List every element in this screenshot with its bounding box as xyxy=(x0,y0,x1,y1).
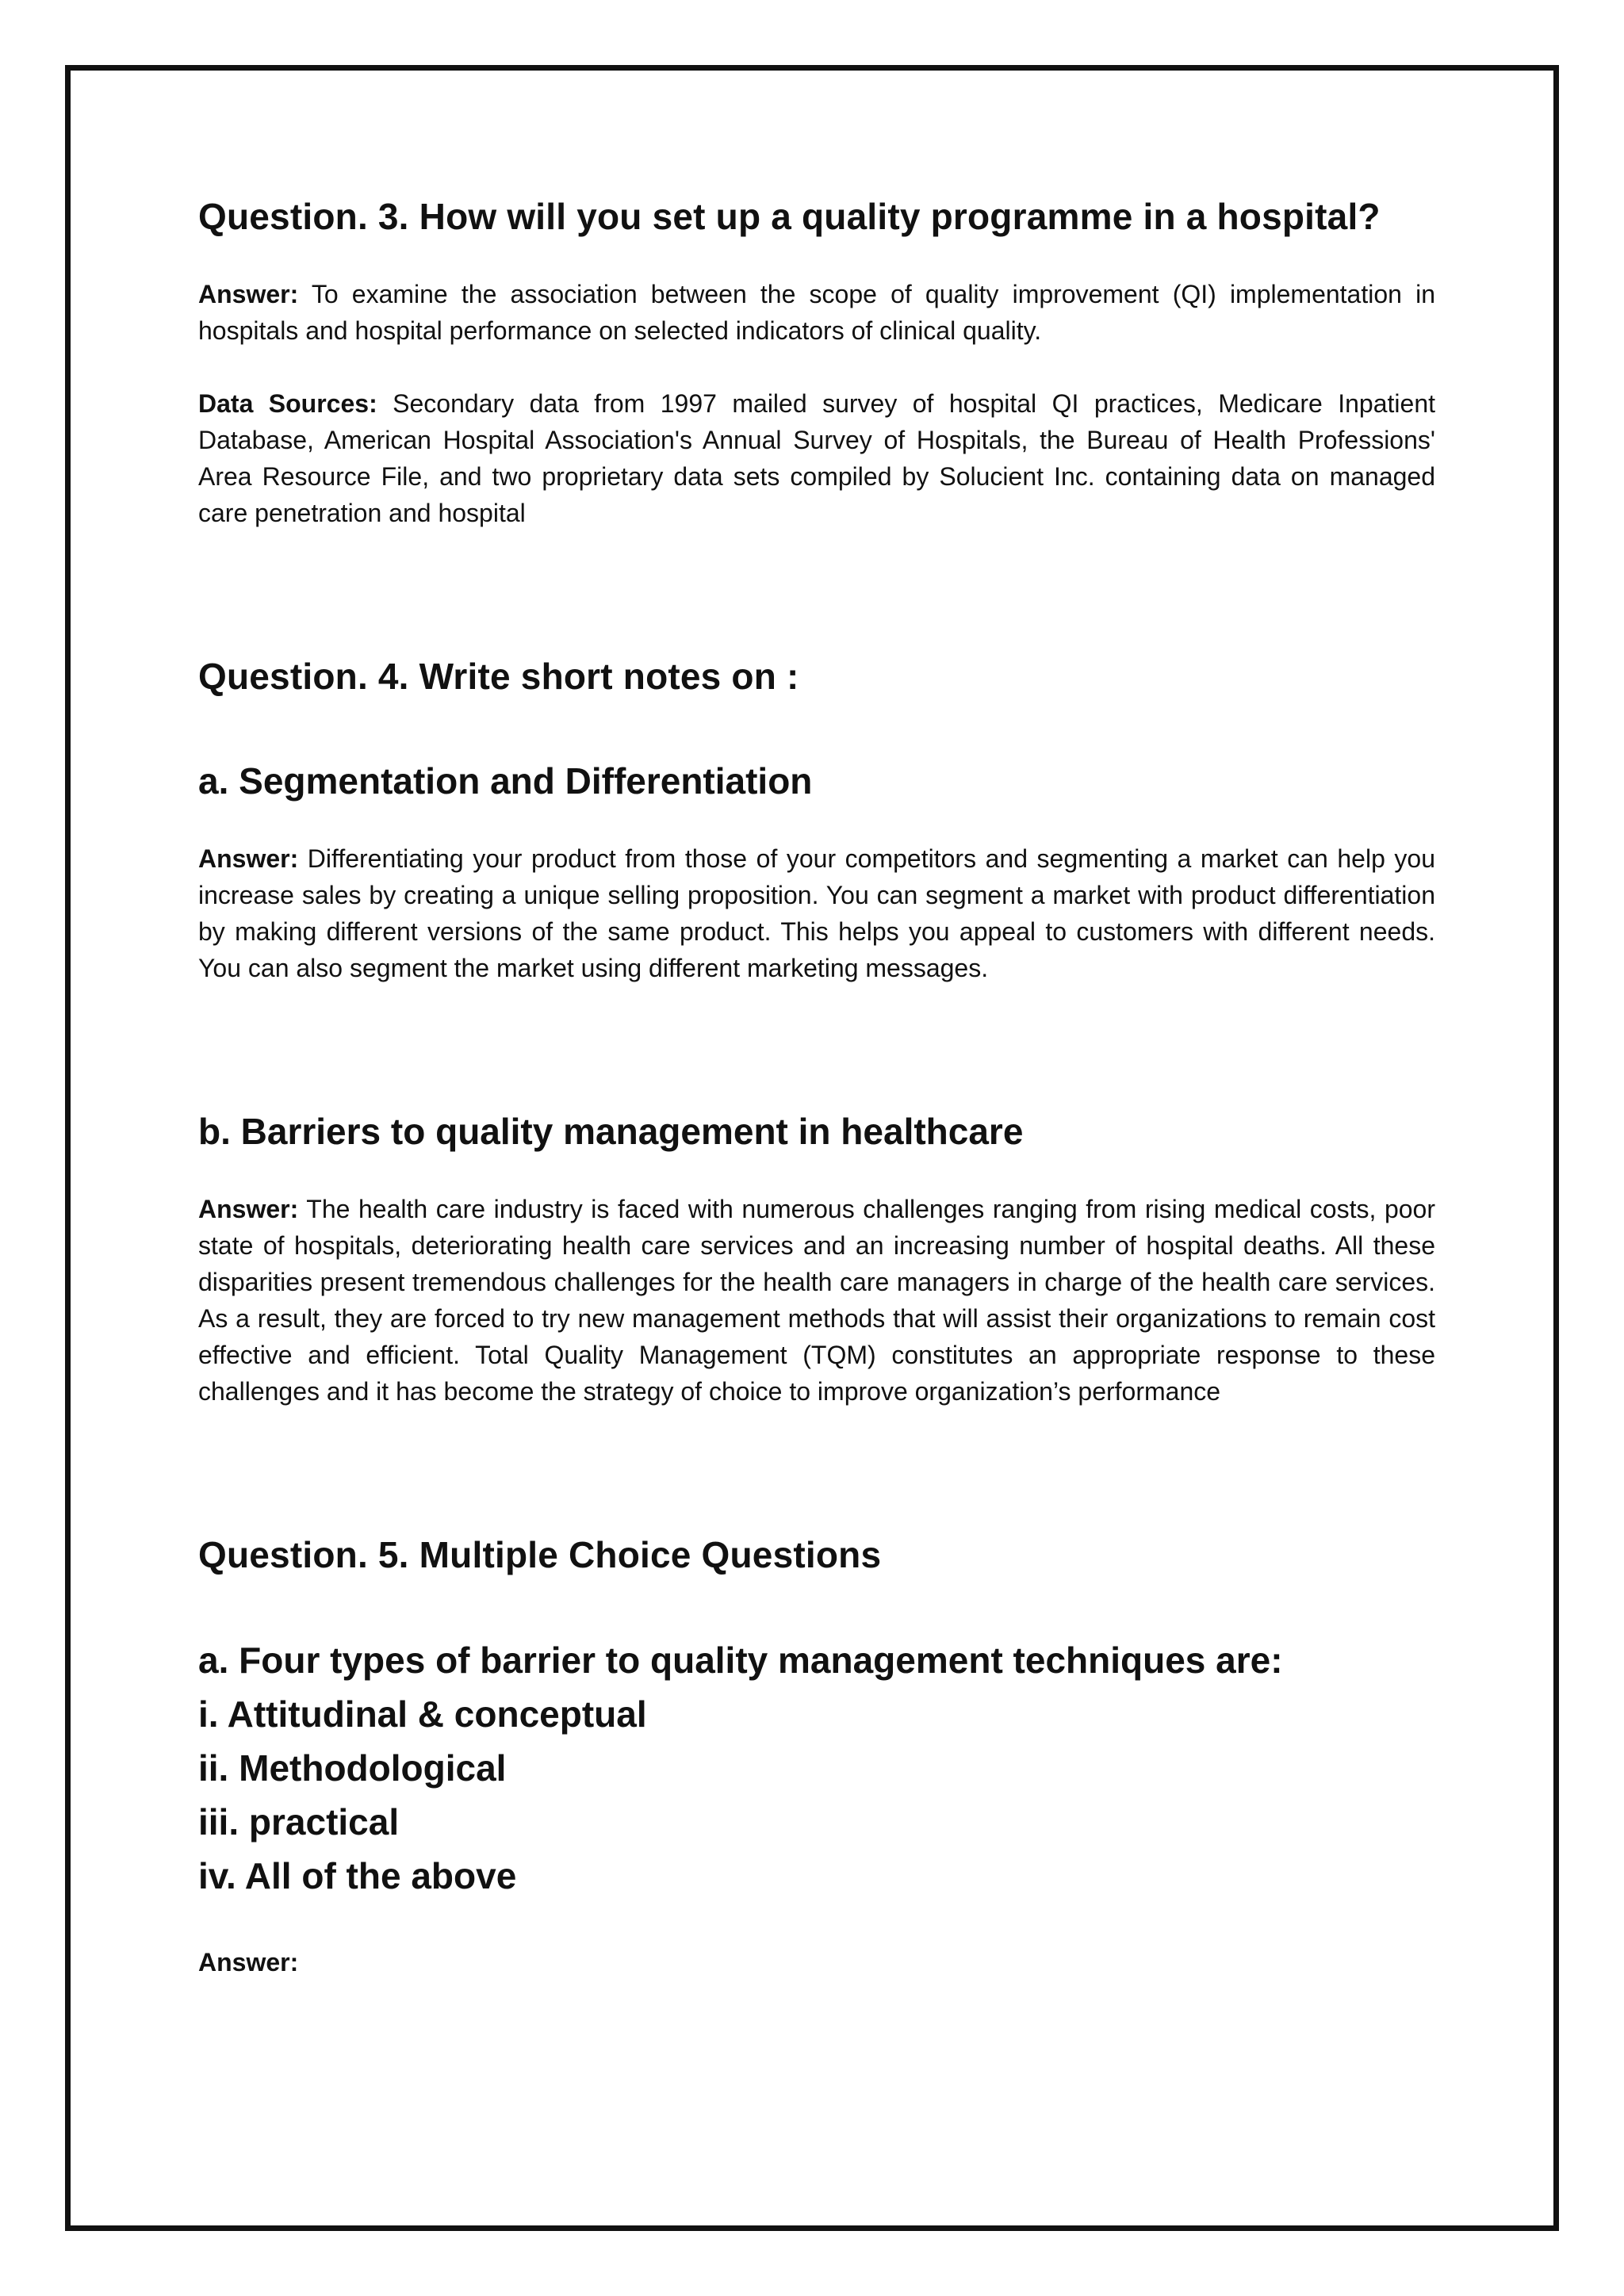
answer-label: Answer: xyxy=(198,280,299,308)
question-4b-answer xyxy=(198,1191,1435,1410)
mcq-block xyxy=(198,1633,1435,1903)
question-5-heading: Question. 5. Multiple Choice Questions xyxy=(198,1534,882,1575)
question-4a-answer xyxy=(198,840,1435,986)
mcq-option-1: i. Attitudinal & conceptual xyxy=(198,1693,647,1735)
document-body xyxy=(198,190,1435,1980)
question-4-heading: Question. 4. Write short notes on : xyxy=(198,656,799,697)
mcq-option-4: iv. All of the above xyxy=(198,1855,517,1896)
question-4a-heading: a. Segmentation and Differentiation xyxy=(198,760,813,802)
question-3-answer xyxy=(198,276,1435,349)
answer-label: Answer: xyxy=(198,844,299,873)
data-sources-text: Secondary data from 1997 mailed survey of hospital QI practices, Medicare Inpatient Database, American Hospital Association's Annual Survey of Hospitals, the Bureau of Health Professions' Area Resource File, and two proprietary data sets compiled by Solucient Inc. containing data on managed care penetration and hospital xyxy=(198,389,1436,527)
data-sources-label: Data Sources: xyxy=(198,389,377,418)
question-4b-heading: b. Barriers to quality management in healthcare xyxy=(198,1111,1024,1152)
mcq-option-2: ii. Methodological xyxy=(198,1747,507,1789)
answer-text: The health care industry is faced with numerous challenges ranging from rising medical costs, poor state of hospitals, deteriorating health care services and an increasing number of hospital deaths. All these disparities present tremendous challenges for the health care managers in charge of the health care services. As a result, they are forced to try new management methods that will assist their organizations to remain cost effective and efficient. Total Quality Management (TQM) constitutes an appropriate response to these challenges and it has become the strategy of choice to improve organization’s performance xyxy=(198,1195,1435,1406)
mcq-answer-label: Answer: xyxy=(198,1948,299,1976)
question-3-heading: Question. 3. How will you set up a quality programme in a hospital? xyxy=(198,196,1381,237)
mcq-question: a. Four types of barrier to quality management techniques are: xyxy=(198,1640,1283,1681)
answer-text: To examine the association between the scope of quality improvement (QI) implementation in hospitals and hospital performance on selected indicators of clinical quality. xyxy=(198,280,1435,345)
answer-text: Differentiating your product from those of your competitors and segmenting a market can help you increase sales by creating a unique selling proposition. You can segment a market with product differentiation by making different versions of the same product. This helps you appeal to customers with different needs. You can also segment the market using different marketing messages. xyxy=(198,844,1435,982)
mcq-option-3: iii. practical xyxy=(198,1801,400,1843)
answer-label: Answer: xyxy=(198,1195,299,1223)
question-3-data-sources xyxy=(198,385,1435,531)
